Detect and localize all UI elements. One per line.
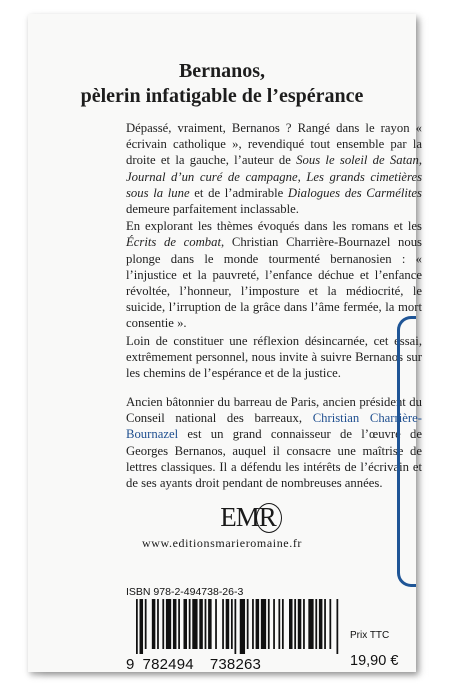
barcode-group-2: 738263 — [209, 656, 262, 673]
work-title: Les grands cimetières sous la lune — [126, 169, 423, 200]
work-title: Journal d’un curé de campagne — [126, 169, 298, 184]
barcode-bar — [208, 599, 212, 649]
blurb-text: En explorant les thèmes évoqués dans les romans et les — [126, 219, 422, 234]
barcode-bar — [173, 599, 177, 649]
isbn: ISBN 978-2-494738-26-3 — [126, 586, 244, 598]
barcode-digits — [126, 656, 261, 673]
barcode-bar — [247, 599, 249, 649]
publisher-logo — [188, 502, 308, 536]
barcode-bar — [282, 599, 284, 649]
work-title: Dialogues des Carmélites — [287, 185, 422, 200]
work-title: Écrits de combat — [126, 235, 222, 250]
barcode-bar — [268, 599, 270, 649]
barcode-bar — [256, 599, 260, 649]
barcode-bar — [315, 599, 317, 649]
price-value: 19,90 € — [350, 653, 399, 669]
blurb-text: et de l’admirable — [189, 185, 288, 200]
blurb-text: , Christian Charrière-Bournazel nous plonge dans le monde tourmenté bernanosien : « l’injustice et la pauvreté, l’enfance déchue et l’enfance révoltée, l’honneur, l’imposture et la médiocrité, le suicide, l’irruption de la grâce dans l’âme fermée, la mort consentie ». — [126, 235, 422, 331]
barcode-bar — [205, 599, 207, 649]
barcode — [136, 599, 340, 654]
logo-ring-letter: R — [258, 502, 276, 532]
author-name: Christian Charrière-Bournazel — [126, 411, 422, 442]
barcode-bar — [273, 599, 275, 649]
barcode-bar — [222, 599, 224, 649]
barcode-bar — [252, 599, 254, 649]
barcode-bar — [324, 599, 326, 649]
work-title: Sous le soleil de Satan — [296, 153, 419, 168]
barcode-bar — [234, 599, 236, 654]
barcode-bar — [215, 599, 217, 649]
barcode-bar — [178, 599, 180, 649]
book-blurb — [126, 120, 422, 382]
publisher-website: www.editionsmarieromaine.fr — [141, 536, 303, 550]
author-bio — [126, 394, 422, 491]
barcode-lead-digit: 9 — [126, 656, 135, 673]
barcode-bar — [145, 599, 147, 649]
barcode-bar — [226, 599, 230, 649]
barcode-bar — [319, 599, 323, 649]
author-bio-text: est un grand connaisseur de l’œuvre de Georges Bernanos, auquel il consacre une maîtrise de lettres classiques. Il a défendu les intérêts de l’écrivain et de ses ayants droit pendant de nombreuses années. — [126, 427, 422, 491]
author-bio-text: Ancien bâtonnier du barreau de Paris, ancien président du Conseil national des barreaux, — [126, 395, 422, 426]
barcode-bar — [298, 599, 302, 649]
barcode-bar — [136, 599, 138, 654]
barcode-bar — [162, 599, 164, 649]
barcode-bar — [308, 599, 313, 649]
barcode-bar — [294, 599, 296, 649]
blurb-text: , — [418, 153, 422, 168]
barcode-bar — [199, 599, 203, 649]
barcode-bar — [240, 599, 245, 654]
price-label: Prix TTC — [350, 630, 390, 641]
blurb-paragraph-2 — [126, 218, 422, 331]
barcode-bar — [183, 599, 187, 649]
barcode-bar — [336, 599, 338, 654]
barcode-bar — [231, 599, 233, 649]
blurb-text: Dépassé, vraiment, Bernanos ? Rangé dans le rayon « écrivain catholique », revendiqué tout ensemble par la droite et la gauche, l’auteur de — [126, 121, 422, 168]
barcode-bar — [189, 599, 191, 649]
barcode-bar — [157, 599, 159, 649]
barcode-group-1: 782494 — [142, 656, 194, 673]
barcode-bar — [152, 599, 156, 649]
blurb-paragraph-3: Loin de constituer une réflexion désincarnée, cet essai, extrêmement personnel, nous invite à suivre Bernanos sur les chemins de l’espérance et de la justice. — [126, 333, 422, 381]
back-cover — [28, 14, 423, 673]
barcode-bar — [303, 599, 305, 649]
logo-letters: EM — [220, 502, 259, 532]
title-line-1: Bernanos, — [178, 60, 266, 82]
barcode-bar — [140, 599, 144, 654]
blurb-paragraph-1 — [126, 120, 422, 217]
barcode-bar — [166, 599, 171, 649]
barcode-bar — [329, 599, 331, 649]
blurb-text: demeure parfaitement inclassable. — [126, 202, 299, 217]
barcode-bar — [289, 599, 293, 649]
blurb-text: , — [297, 169, 307, 184]
barcode-bar — [278, 599, 280, 649]
title-line-2: pèlerin infatigable de l’espérance — [80, 85, 364, 107]
barcode-bar — [192, 599, 197, 649]
book-title — [28, 59, 416, 109]
barcode-bar — [261, 599, 266, 649]
